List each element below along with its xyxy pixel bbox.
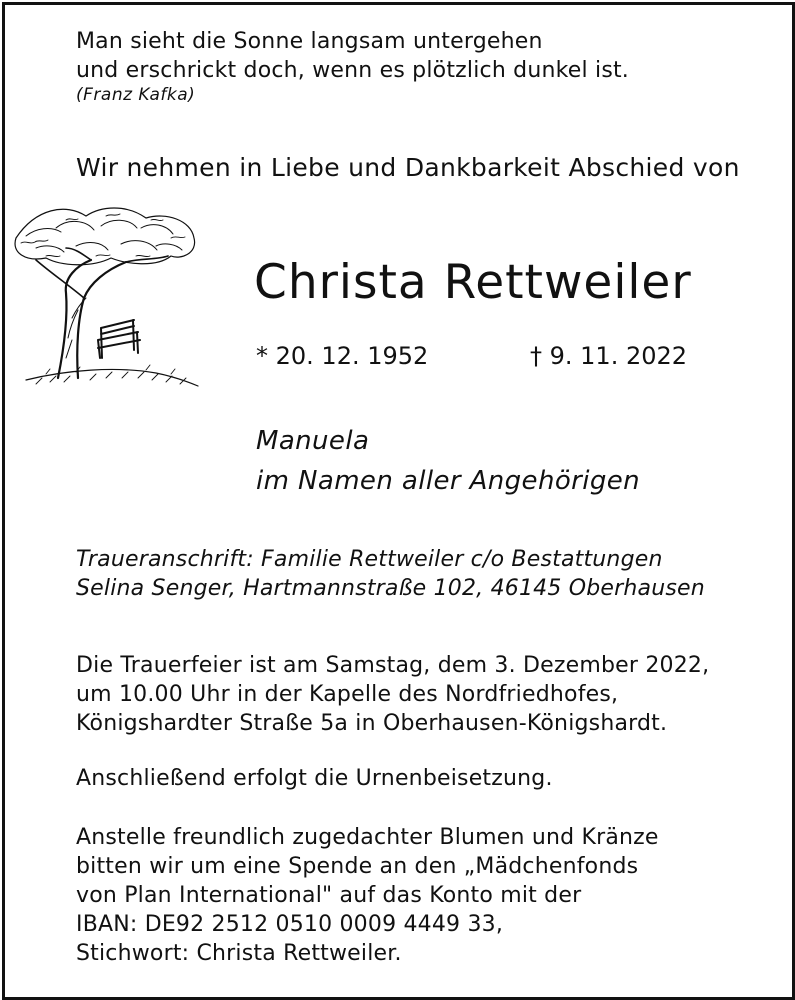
tree-and-bench-icon bbox=[6, 198, 204, 388]
quote-author: (Franz Kafka) bbox=[76, 85, 196, 105]
ceremony-line: um 10.00 Uhr in der Kapelle des Nordfriedhofes, bbox=[76, 682, 619, 707]
quote-line: und erschrickt doch, wenn es plötzlich dunkel ist. bbox=[76, 58, 629, 83]
donation-line: Stichwort: Christa Rettweiler. bbox=[76, 941, 402, 966]
deceased-name: Christa Rettweiler bbox=[254, 255, 692, 310]
donation-line: bitten wir um eine Spende an den „Mädchenfonds bbox=[76, 854, 639, 879]
birth-date: * 20. 12. 1952 bbox=[256, 342, 429, 370]
ceremony-info bbox=[76, 651, 709, 738]
address-line: Traueranschrift: Familie Rettweiler c/o Bestattungen bbox=[76, 547, 663, 572]
address-line: Selina Senger, Hartmannstraße 102, 46145 Oberhausen bbox=[76, 576, 705, 601]
donation-line: IBAN: DE92 2512 0510 0009 4449 33, bbox=[76, 912, 504, 937]
donation-info bbox=[76, 823, 659, 968]
quote-line: Man sieht die Sonne langsam untergehen bbox=[76, 29, 543, 54]
intro-text: Wir nehmen in Liebe und Dankbarkeit Abschied von bbox=[76, 153, 740, 182]
death-date: † 9. 11. 2022 bbox=[530, 342, 688, 370]
signature-line: Manuela bbox=[256, 426, 370, 456]
signature bbox=[256, 421, 640, 501]
mourning-address bbox=[76, 545, 705, 603]
donation-line: Anstelle freundlich zugedachter Blumen und Kränze bbox=[76, 825, 659, 850]
donation-line: von Plan International" auf das Konto mit der bbox=[76, 883, 582, 908]
ceremony-line: Königshardter Straße 5a in Oberhausen-Königshardt. bbox=[76, 711, 668, 736]
ceremony-line: Die Trauerfeier ist am Samstag, dem 3. Dezember 2022, bbox=[76, 653, 710, 678]
burial-info: Anschließend erfolgt die Urnenbeisetzung. bbox=[76, 766, 553, 791]
quote bbox=[76, 27, 629, 85]
signature-line: im Namen aller Angehörigen bbox=[256, 466, 641, 496]
